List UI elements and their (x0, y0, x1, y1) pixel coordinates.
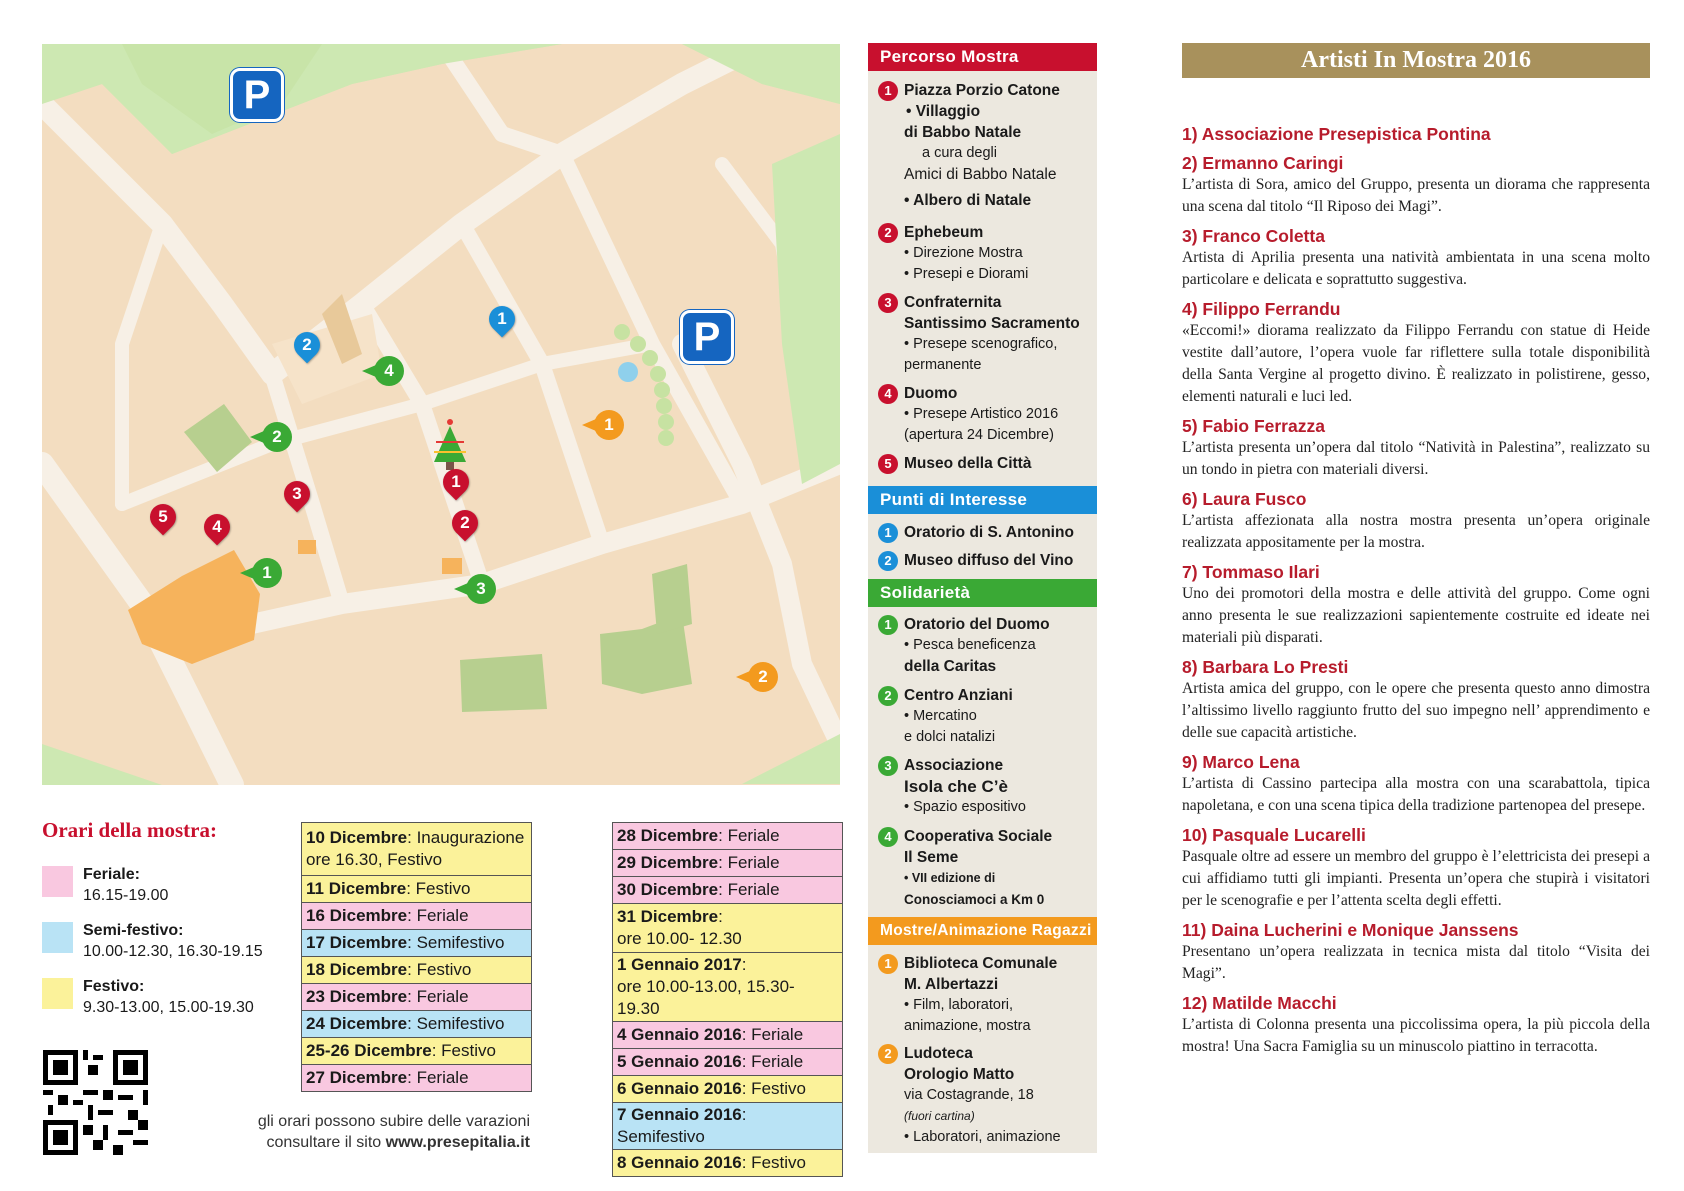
legend-line: di Babbo Natale (904, 124, 1022, 141)
legend-line: Santissimo Sacramento (904, 315, 1080, 332)
artist-name: 3) Franco Coletta (1182, 226, 1325, 246)
feriale-time: 16.15-19.00 (83, 887, 169, 904)
route-pin-1[interactable]: 1 (438, 464, 475, 501)
route-pin-4[interactable]: 4 (199, 509, 236, 546)
legend-title: Oratorio del Duomo (904, 616, 1050, 633)
legend-line: • Presepi e Diorami (904, 266, 1029, 282)
artist-name: 4) Filippo Ferrandu (1182, 299, 1341, 319)
semifestivo-time: 10.00-12.30, 16.30-19.15 (83, 943, 263, 960)
legend-title: Confraternita (904, 294, 1002, 311)
legend-line: Il Seme (904, 849, 959, 866)
schedule-row: 24 Dicembre: Semifestivo (302, 1011, 532, 1038)
qr-code[interactable] (43, 1050, 148, 1155)
legend-line: • Direzione Mostra (904, 245, 1023, 261)
artist-name: 5) Fabio Ferrazza (1182, 416, 1325, 436)
legend-line: Isola che C’è (904, 777, 1008, 796)
legend-item (878, 1043, 1094, 1148)
map-legend (868, 43, 1097, 1153)
schedule-row: 27 Dicembre: Feriale (302, 1065, 532, 1092)
legend-line: • Albero di Natale (904, 192, 1032, 209)
artist-name: 11) Daina Lucherini e Monique Janssens (1182, 920, 1519, 940)
schedule-row: 16 Dicembre: Feriale (302, 903, 532, 930)
schedule-note (230, 1111, 530, 1153)
festivo-time: 9.30-13.00, 15.00-19.30 (83, 999, 254, 1016)
festivo-swatch (42, 978, 73, 1009)
legend-line: (fuori cartina) (904, 1109, 975, 1123)
solidarity-marker-1[interactable]: 1 (252, 558, 282, 588)
legend-line: della Caritas (904, 658, 997, 675)
schedule-row: 6 Gennaio 2016: Festivo (613, 1076, 843, 1103)
legend-title: Piazza Porzio Catone (904, 82, 1060, 99)
artist-description: L’artista di Sora, amico del Gruppo, presenta un diorama che rappresenta una scena dal titolo “Il Riposo dei Magi”. (1182, 176, 1650, 215)
legend-line: • Villaggio (906, 103, 981, 120)
number-badge: 1 (878, 81, 898, 101)
number-badge: 1 (878, 954, 898, 974)
artist-description: Artista amica del gruppo, con le opere che presenta questo anno dimostra l’altissimo livello raggiunto frutto del suo impegno nell’ apprendimento e delle sue capacità artistiche. (1182, 680, 1650, 741)
interest-pin-1[interactable]: 1 (484, 301, 521, 338)
artist-name: 12) Matilde Macchi (1182, 993, 1337, 1013)
solidarity-marker-3[interactable]: 3 (466, 574, 496, 604)
number-badge: 2 (878, 686, 898, 706)
website-link[interactable]: www.presepitalia.it (385, 1134, 530, 1151)
legend-item (878, 614, 1094, 677)
number-badge: 1 (878, 523, 898, 543)
legend-item (878, 826, 1094, 910)
parking-icon: P (230, 68, 284, 122)
legend-line: (apertura 24 Dicembre) (904, 427, 1054, 443)
artist-name: 8) Barbara Lo Presti (1182, 657, 1349, 677)
legend-title: Museo diffuso del Vino (904, 552, 1074, 569)
schedule-row: 10 Dicembre: Inaugurazione ore 16.30, Festivo (302, 823, 532, 876)
artist-description: «Eccomi!» diorama realizzato da Filippo Ferrandu con statue di Heide vestite dall’autore, l’opera vuole far riflettere sulla totale disponibilità della Santa Vergine al progetto divino. È realizzato in polistirene, gesso, elementi naturali e luci led. (1182, 322, 1650, 405)
note-line: consultare il sito (266, 1134, 386, 1151)
number-badge: 3 (878, 756, 898, 776)
artist-description: Artista di Aprilia presenta una natività ambientata in una scena molto particolare e delicata e soprattutto suggestiva. (1182, 249, 1650, 288)
legend-item (878, 453, 1094, 474)
feriale-legend (83, 864, 168, 906)
legend-line: Conosciamoci a Km 0 (904, 892, 1045, 907)
artists-article (1182, 43, 1650, 1058)
artist-description: L’artista presenta un’opera dal titolo “Natività in Palestina”, realizzato su un tondo in pietra con materiali diversi. (1182, 439, 1650, 478)
legend-line: • Film, laboratori, (904, 997, 1014, 1013)
artist-name: 9) Marco Lena (1182, 752, 1300, 772)
city-map (42, 44, 840, 785)
number-badge: 3 (878, 293, 898, 313)
number-badge: 2 (878, 551, 898, 571)
artist-description: Uno dei promotori della mostra e delle attività del gruppo. Come ogni anno presenta le sue realizzazioni sapientemente costruite ed ideate nei materiali più disparati. (1182, 585, 1650, 646)
schedule-row: 17 Dicembre: Semifestivo (302, 930, 532, 957)
artist-name: 6) Laura Fusco (1182, 489, 1307, 509)
schedule-row: 31 Dicembre: ore 10.00- 12.30 (613, 904, 843, 953)
kids-marker-2[interactable]: 2 (748, 662, 778, 692)
number-badge: 2 (878, 1044, 898, 1064)
legend-line: • Laboratori, animazione (904, 1129, 1061, 1145)
legend-item (878, 550, 1094, 571)
legend-title: Centro Anziani (904, 687, 1013, 704)
legend-line: a cura degli (922, 145, 997, 161)
note-line: gli orari possono subire delle varazioni (257, 1113, 530, 1130)
legend-line: via Costagrande, 18 (904, 1087, 1034, 1103)
legend-item (878, 522, 1094, 543)
legend-title: Associazione (904, 757, 1004, 774)
legend-item (878, 80, 1094, 211)
legend-item (878, 755, 1094, 818)
legend-heading-solidarieta: Solidarietà (868, 579, 1097, 607)
legend-line: • Presepe Artistico 2016 (904, 406, 1059, 422)
feriale-swatch (42, 866, 73, 897)
legend-item (878, 222, 1094, 285)
semifestivo-label: Semi-festivo: (83, 922, 184, 939)
semifestivo-legend (83, 920, 263, 962)
legend-line: • Spazio espositivo (904, 799, 1026, 815)
schedule-row: 8 Gennaio 2016: Festivo (613, 1150, 843, 1177)
legend-title: Cooperativa Sociale (904, 828, 1053, 845)
legend-line: e dolci natalizi (904, 729, 996, 745)
schedule-row: 30 Dicembre: Feriale (613, 877, 843, 904)
schedule-table-left (301, 822, 532, 1092)
number-badge: 4 (878, 827, 898, 847)
legend-line: permanente (904, 357, 982, 373)
interest-pin-2[interactable]: 2 (289, 327, 326, 364)
festivo-legend (83, 976, 254, 1018)
legend-heading-percorso: Percorso Mostra (868, 43, 1097, 71)
semifestivo-swatch (42, 922, 73, 953)
artist-name: 2) Ermanno Caringi (1182, 153, 1344, 173)
schedule-row: 28 Dicembre: Feriale (613, 823, 843, 850)
artist-description: Pasquale oltre ad essere un membro del gruppo è l’elettricista dei presepi a cui affidiamo tutti gli impianti. Presenta un’opera che stupirà i visitatori per le scenografie e per l’attenta scelta degli effetti. (1182, 848, 1650, 909)
legend-line: • VII edizione di (904, 871, 996, 885)
solidarity-marker-4[interactable]: 4 (374, 356, 404, 386)
legend-item (878, 685, 1094, 748)
schedule-row: 5 Gennaio 2016: Feriale (613, 1049, 843, 1076)
parking-icon: P (680, 310, 734, 364)
schedule-row: 4 Gennaio 2016: Feriale (613, 1022, 843, 1049)
festivo-label: Festivo: (83, 978, 145, 995)
legend-line: • Pesca beneficenza (904, 637, 1036, 653)
legend-line: M. Albertazzi (904, 976, 999, 993)
route-pin-3[interactable]: 3 (279, 476, 316, 513)
legend-item (878, 383, 1094, 446)
route-pin-2[interactable]: 2 (447, 505, 484, 542)
schedule-row: 29 Dicembre: Feriale (613, 850, 843, 877)
feriale-label: Feriale: (83, 866, 140, 883)
artist-description: Presentano un’opera realizzata in tecnica mista dal titolo “Visita dei Magi”. (1182, 943, 1650, 982)
artist-description: L’artista affezionata alla nostra mostra presenta un’opera originale realizzata appositamente per la mostra. (1182, 512, 1650, 551)
legend-heading-mostre: Mostre/Animazione Ragazzi (868, 917, 1097, 945)
legend-line: Orologio Matto (904, 1066, 1015, 1083)
artist-name: 1) Associazione Presepistica Pontina (1182, 124, 1491, 144)
schedule-row: 18 Dicembre: Festivo (302, 957, 532, 984)
legend-line: animazione, mostra (904, 1018, 1031, 1034)
artists-title: Artisti In Mostra 2016 (1182, 43, 1650, 78)
number-badge: 1 (878, 615, 898, 635)
legend-title: Duomo (904, 385, 958, 402)
route-pin-5[interactable]: 5 (145, 499, 182, 536)
schedule-row: 11 Dicembre: Festivo (302, 876, 532, 903)
schedule-row: 23 Dicembre: Feriale (302, 984, 532, 1011)
schedule-table-right (612, 822, 843, 1177)
legend-title: Ephebeum (904, 224, 984, 241)
legend-title: Museo della Città (904, 455, 1032, 472)
legend-title: Oratorio di S. Antonino (904, 524, 1074, 541)
legend-title: Ludoteca (904, 1045, 973, 1062)
orari-title: Orari della mostra: (42, 818, 217, 842)
schedule-row: 7 Gennaio 2016: Semifestivo (613, 1103, 843, 1150)
legend-line: • Mercatino (904, 708, 977, 724)
legend-title: Biblioteca Comunale (904, 955, 1058, 972)
legend-heading-punti: Punti di Interesse (868, 486, 1097, 514)
number-badge: 5 (878, 454, 898, 474)
artist-description: L’artista di Cassino partecipa alla mostra con una scarabattola, tipica napoletana, e con una scena tipica della tradizione partenopea del presepe. (1182, 775, 1650, 814)
schedule-row: 1 Gennaio 2017: ore 10.00-13.00, 15.30- 19.30 (613, 953, 843, 1022)
artist-description: L’artista di Colonna presenta una piccolissima opera, la più piccola della mostra! Una Sacra Famiglia su un minuscolo piattino in terracotta. (1182, 1016, 1650, 1055)
kids-marker-1[interactable]: 1 (594, 410, 624, 440)
solidarity-marker-2[interactable]: 2 (262, 422, 292, 452)
legend-line: • Presepe scenografico, (904, 336, 1058, 352)
number-badge: 4 (878, 384, 898, 404)
map-drawing (42, 44, 840, 785)
legend-item (878, 292, 1094, 376)
schedule-row: 25-26 Dicembre: Festivo (302, 1038, 532, 1065)
artist-name: 10) Pasquale Lucarelli (1182, 825, 1366, 845)
artist-name: 7) Tommaso Ilari (1182, 562, 1320, 582)
legend-item (878, 953, 1094, 1037)
number-badge: 2 (878, 223, 898, 243)
legend-line: Amici di Babbo Natale (904, 166, 1057, 183)
